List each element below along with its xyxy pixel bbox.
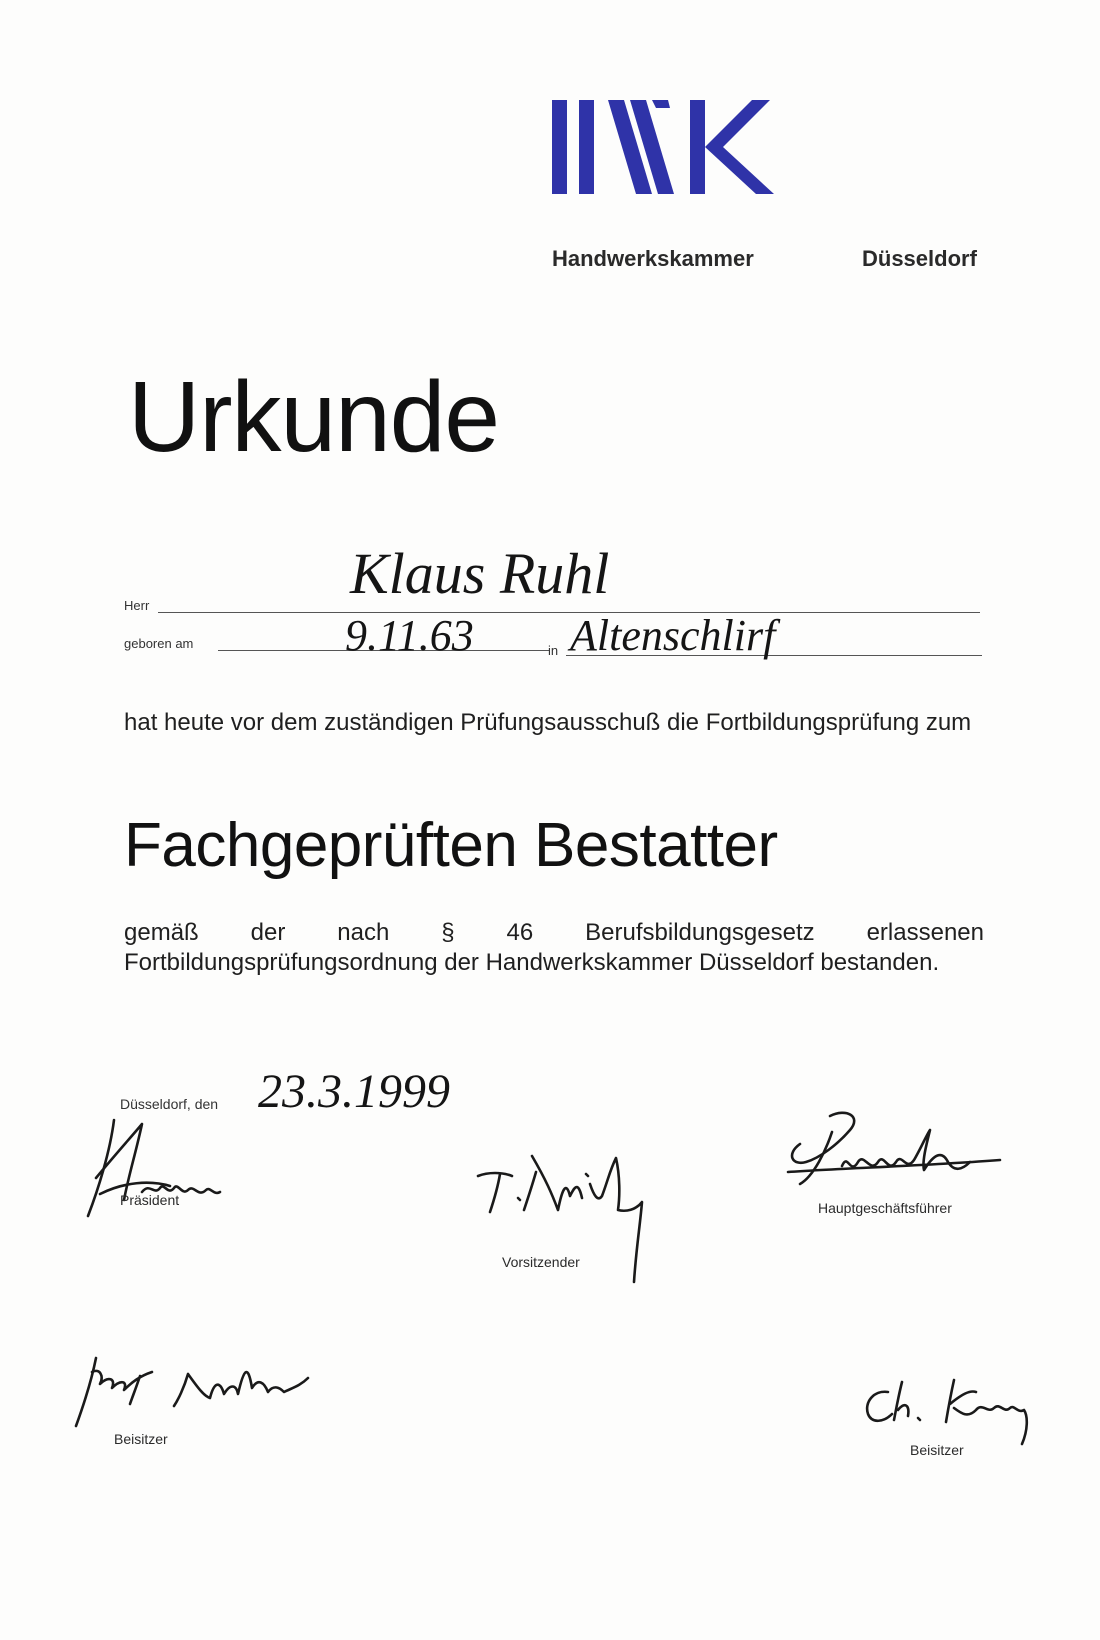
issue-date: 23.3.1999 (258, 1065, 450, 1118)
managing-director-label: Hauptgeschäftsführer (818, 1200, 952, 1216)
qualification-title: Fachgeprüften Bestatter (124, 811, 778, 880)
hwk-logo (552, 100, 774, 200)
born-label: geboren am (124, 636, 194, 651)
chamber-city: Düsseldorf (862, 246, 977, 271)
birth-place: Altenschlirf (570, 611, 776, 660)
birth-place-label: in (548, 643, 559, 658)
managing-director-signature (784, 1110, 1004, 1210)
chamber-name: Handwerkskammer (552, 246, 754, 271)
assessor-2-signature (858, 1370, 1048, 1450)
certificate-title: Urkunde (128, 361, 499, 473)
chair-signature (470, 1150, 670, 1295)
assessor-2-label: Beisitzer (910, 1442, 964, 1458)
assessor-1-label: Beisitzer (114, 1431, 168, 1447)
birth-date: 9.11.63 (345, 611, 474, 660)
regulation-statement: gemäß der nach § 46 Berufsbildungsgesetz erlassenen Fortbildungsprüfungsordnung der Handwerkskammer Düsseldorf bestanden. (124, 919, 984, 976)
recipient-name: Klaus Ruhl (350, 541, 610, 606)
assessor-1-signature (70, 1348, 330, 1438)
name-line (158, 612, 980, 613)
chair-label: Vorsitzender (502, 1254, 580, 1270)
president-label: Präsident (120, 1192, 180, 1208)
exam-statement: hat heute vor dem zuständigen Prüfungsausschuß die Fortbildungsprüfung zum (124, 709, 972, 736)
issue-place-label: Düsseldorf, den (120, 1096, 219, 1112)
salutation-label: Herr (124, 598, 150, 613)
